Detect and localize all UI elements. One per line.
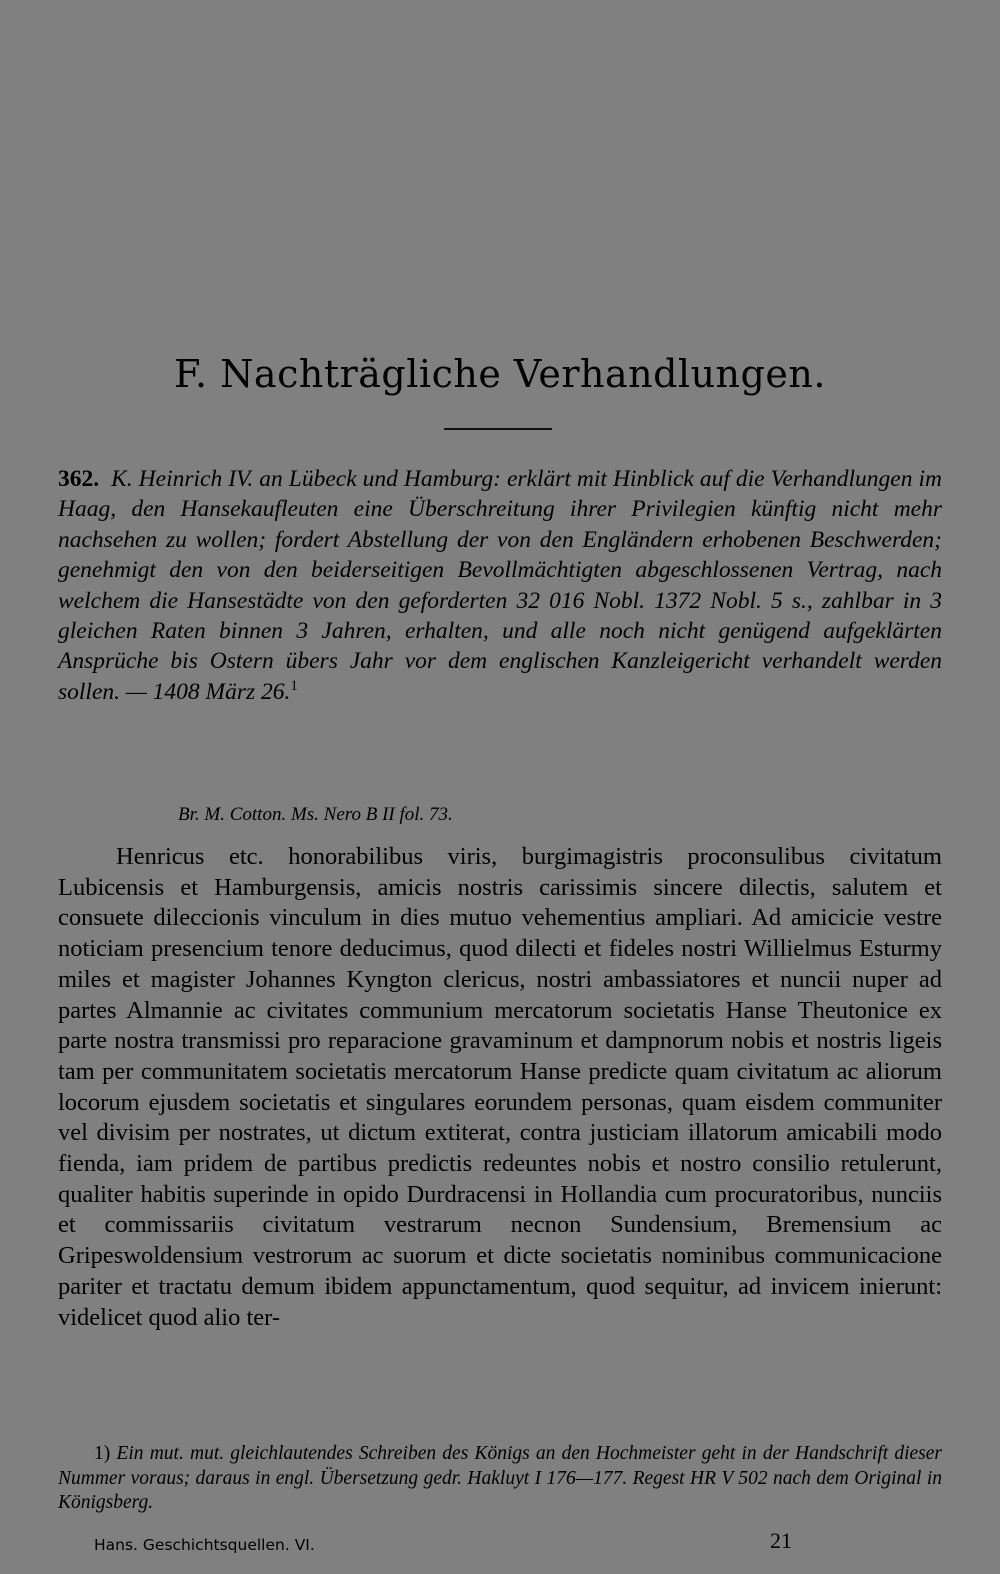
- source-citation: Br. M. Cotton. Ms. Nero B II fol. 73.: [178, 804, 453, 825]
- document-page: [58, 0, 942, 1574]
- footer-series: Hans. Geschichtsquellen. VI.: [94, 1536, 315, 1554]
- page-number: 21: [770, 1528, 792, 1553]
- section-title: F. Nachträgliche Verhandlungen.: [174, 352, 826, 396]
- regest-text: K. Heinrich IV. an Lübeck und Hamburg: erklärt mit Hinblick auf die Verhandlungen im Haag, den Hansekaufleuten eine Überschreitung ihrer Privilegien künftig nicht mehr nachsehen zu wollen; fordert Abstellung der von den Engländern erhobenen Beschwerden; genehmigt den von den beiderseitigen Bevollmächtigten abgeschlossenen Vertrag, nach welchem die Hansestädte von den geforderten 32 016 Nobl. 1372 Nobl. 5 s., zahlbar in 3 gleichen Raten binnen 3 Jahren, erhalten, und alle noch nicht genügend aufgeklärten Ansprüche bis Ostern übers Jahr vor dem englischen Kanzleigericht verhandelt werden sollen. — 1408 März 26.: [58, 466, 942, 705]
- regest-number: 362.: [58, 466, 100, 492]
- title-rule: [444, 428, 552, 430]
- regest-summary: [58, 464, 942, 707]
- footnote: [58, 1442, 942, 1516]
- footnote-text: Ein mut. mut. gleichlautendes Schreiben des Königs an den Hochmeister geht in der Handschrift dieser Nummer voraus; daraus in engl. Übersetzung gedr. Hakluyt I 176—177. Regest HR V 502 nach dem Original in Königsberg.: [58, 1443, 942, 1513]
- footnote-reference[interactable]: 1: [290, 678, 298, 695]
- footnote-mark: 1): [94, 1443, 111, 1464]
- letter-body: Henricus etc. honorabilibus viris, burgimagistris proconsulibus civitatum Lubicensis et Hamburgensis, amicis nostris carissimis sincere dilectis, salutem et consuete dileccionis vinculum in dies mutuo vehementius ampliari. Ad amicicie vestre noticiam presencium tenore deducimus, quod dilecti et fideles nostri Willielmus Esturmy miles et magister Johannes Kyngton clericus, nostri ambassiatores et nuncii nuper ad partes Almannie ac civitates communium mercatorum societatis Hanse Theutonice ex parte nostra transmissi pro reparacione gravaminum et dampnorum nobis et nostris ligeis tam per communitatem societatis mercatorum Hanse predicte quam civitatum ac aliorum locorum ejusdem societatis et singulares eorundem personas, quam eisdem communiter vel divisim per nostrates, ut dictum extiterat, contra justiciam illatorum amicabili modo fienda, iam pridem de partibus predictis redeuntes nobis et nostro consilio retulerunt, qualiter habitis superinde in opido Durdracensi in Hollandia cum procuratoribus, nunciis et commissariis civitatum vestrarum necnon Sundensium, Bremensium ac Gripeswoldensium vestrorum ac suorum et dicte societatis nominibus communicacione pariter et tractatu demum ibidem appunctamentum, quod sequitur, ad invicem inierunt: videlicet quod alio ter-: [58, 843, 942, 1331]
